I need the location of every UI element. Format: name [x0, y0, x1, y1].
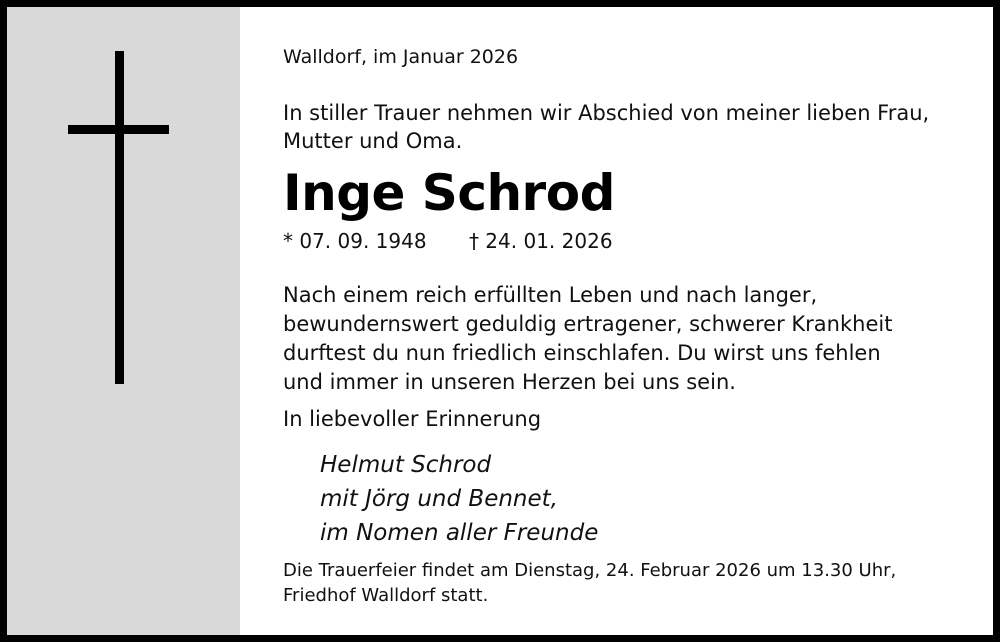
- intro-line: Mutter und Oma.: [283, 129, 463, 153]
- memory-line: In liebevoller Erinnerung: [283, 407, 542, 431]
- family-names: [320, 448, 598, 550]
- death-date: † 24. 01. 2026: [468, 229, 613, 253]
- intro-text: [283, 99, 929, 155]
- body-line: durftest du nun friedlich einschlafen. Du wirst uns fehlen: [283, 341, 881, 365]
- body-line: Nach einem reich erfüllten Leben und nach langer,: [283, 283, 818, 307]
- funeral-info: [283, 558, 896, 608]
- family-line: Helmut Schrod: [320, 452, 492, 478]
- funeral-line: Friedhof Walldorf statt.: [283, 585, 489, 606]
- family-line: im Nomen aller Freunde: [320, 520, 599, 546]
- life-dates: [283, 229, 613, 253]
- cross-icon-horizontal-bar: [68, 125, 169, 134]
- body-line: und immer in unseren Herzen bei uns sein.: [283, 370, 736, 394]
- body-line: bewundernswert geduldig ertragener, schwerer Krankheit: [283, 312, 893, 336]
- sidebar-panel: [7, 7, 240, 635]
- funeral-line: Die Trauerfeier findet am Dienstag, 24. Februar 2026 um 13.30 Uhr,: [283, 560, 897, 581]
- family-line: mit Jörg und Bennet,: [320, 486, 558, 512]
- cross-icon-vertical-bar: [115, 51, 124, 384]
- intro-line: In stiller Trauer nehmen wir Abschied von meiner lieben Frau,: [283, 101, 930, 125]
- body-text: [283, 281, 892, 397]
- deceased-name: Inge Schrod: [283, 164, 615, 222]
- birth-date: * 07. 09. 1948: [283, 229, 427, 253]
- place-date: Walldorf, im Januar 2026: [283, 46, 519, 68]
